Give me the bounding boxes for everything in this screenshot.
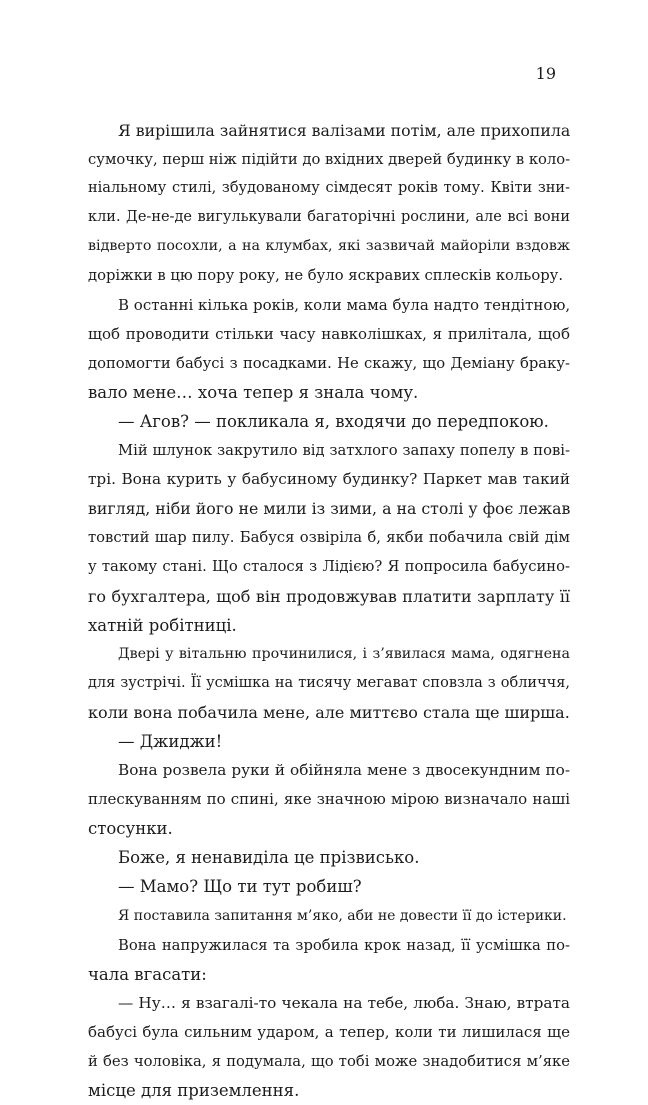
text-line: вало мене… хоча тепер я знала чому. [88,382,419,402]
text-line: — Ну… я взагалі-то чекала на тебе, люба. Знаю, втрата [118,993,570,1012]
text-line: го бухгалтера, щоб він продовжував платити зарплату її [88,586,570,606]
paragraph [88,640,570,727]
text-line: для зустрічі. Її усмішка на тисячу мегават сповзла з обличчя, [88,674,570,691]
text-line: Вона розвела руки й обійняла мене з двосекундним по- [118,761,570,780]
body-text [88,116,570,1105]
text-line: стосунки. [88,819,173,839]
text-line: хатній робітниці. [88,615,237,635]
paragraph [88,872,570,901]
text-line: ніальному стилі, збудованому сімдесят років тому. Квіти зни- [88,180,570,197]
text-line: трі. Вона курить у бабусиному будинку? Паркет мав такий [88,470,570,489]
text-line: відверто посохли, а на клумбах, які зазвичай майоріли вздовж [88,238,570,255]
text-line: доріжки в цю пору року, не було яскравих сплесків кольору. [88,267,564,285]
text-line: Я поставила запитання м’яко, аби не довести її до істерики. [118,907,567,924]
paragraph [88,436,570,640]
text-line: вигляд, ніби його не мили із зими, а на столі у фоє лежав [88,499,570,519]
text-line: Вона напружилася та зробила крок назад, її усмішка по- [118,936,570,954]
text-line: В останні кілька років, коли мама була надто тендітною, [118,295,570,314]
text-line: чала вгасати: [88,964,207,984]
text-line: — Джиджи! [118,731,223,751]
text-line: плескуванням по спині, яке значною мірою визначало наші [88,790,570,809]
text-line: Двері у вітальню прочинилися, і з’явилася мама, одягнена [118,645,570,662]
paragraph [88,756,570,843]
paragraph [88,407,570,436]
text-line: щоб проводити стільки часу навколішках, я прилітала, щоб [88,324,570,343]
text-line: кли. Де-не-де вигулькували багаторічні рослини, але всі вони [88,209,570,226]
page-number: 19 [535,64,556,83]
paragraph [88,291,570,407]
text-line: у такому стані. Що сталося з Лідією? Я попросила бабусино- [88,558,570,576]
paragraph [88,989,570,1105]
paragraph [88,931,570,989]
text-line: сумочку, перш ніж підійти до вхідних дверей будинку в коло- [88,151,570,169]
text-line: Боже, я ненавиділа це прізвисько. [118,848,420,868]
text-line: місце для приземлення. [88,1081,300,1101]
paragraph [88,116,570,291]
text-line: коли вона побачила мене, але миттєво стала ще ширша. [88,702,570,722]
text-line: Я вирішила зайнятися валізами потім, але прихопила [118,121,570,140]
text-line: бабусі була сильним ударом, а тепер, коли ти лишилася ще [88,1022,570,1041]
text-line: допомогти бабусі з посадками. Не скажу, що Деміану браку- [88,354,570,372]
text-line: товстий шар пилу. Бабуся озвіріла б, якби побачила свій дім [88,529,570,547]
paragraph [88,843,570,872]
text-line: — Мамо? Що ти тут робиш? [118,877,362,897]
paragraph [88,727,570,756]
text-line: — Агов? — покликала я, входячи до передпокою. [118,411,549,431]
text-line: Мій шлунок закрутило від затхлого запаху попелу в пові- [118,442,570,460]
text-line: й без чоловіка, я подумала, що тобі може знадобитися м’яке [88,1053,570,1070]
paragraph [88,902,570,931]
